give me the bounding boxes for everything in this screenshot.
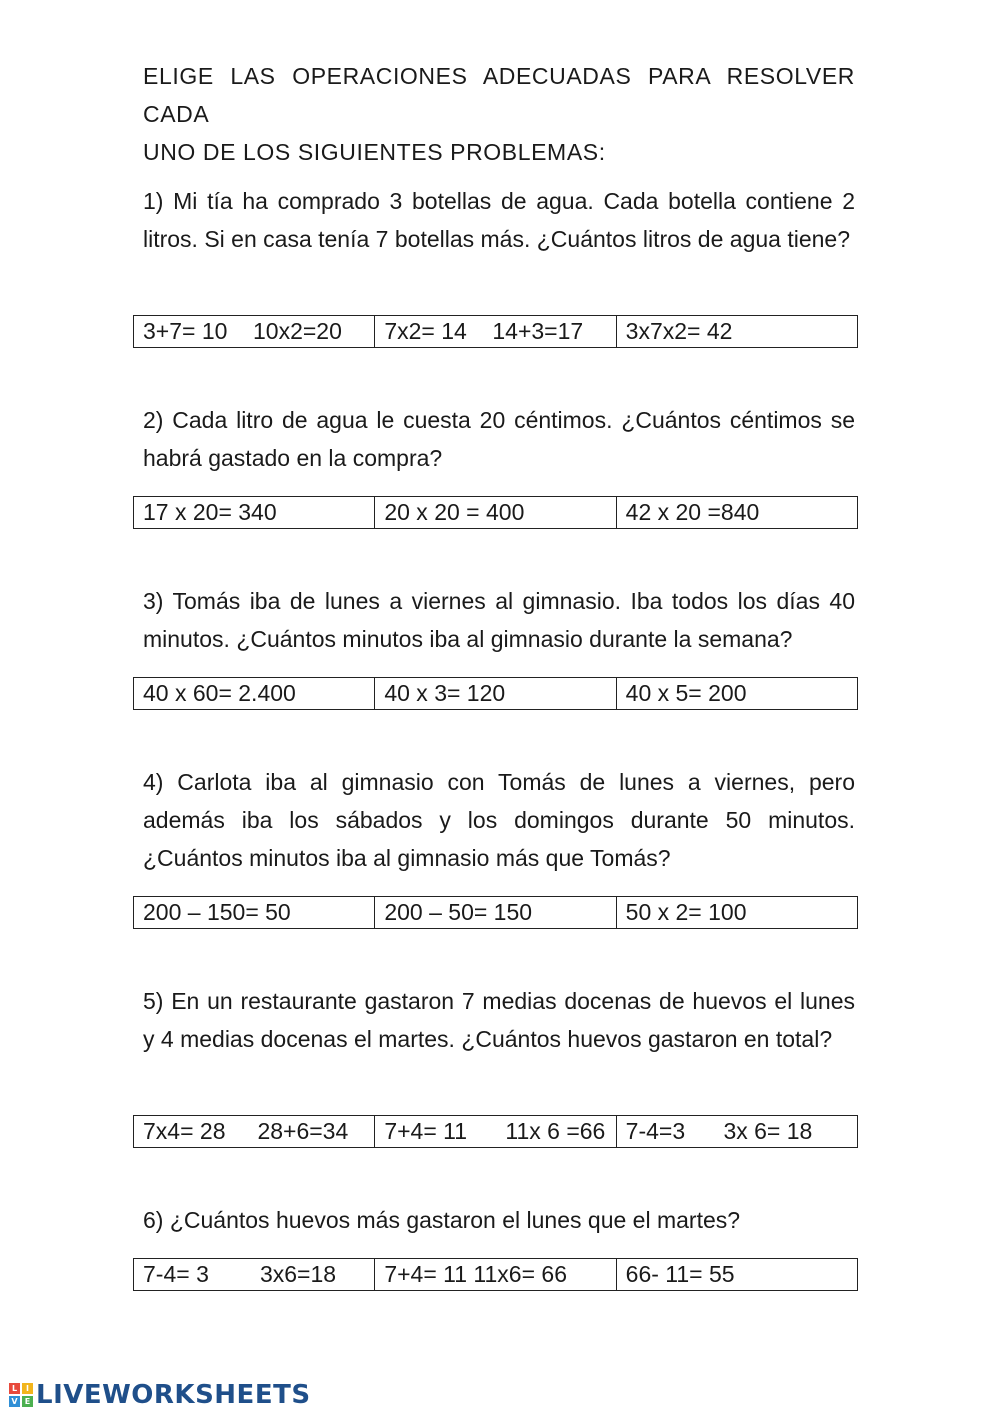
problem-4-option-b[interactable]: 200 – 50= 150	[375, 897, 616, 928]
problem-3-option-c[interactable]: 40 x 5= 200	[625, 680, 747, 706]
problem-3-text: 3) Tomás iba de lunes a viernes al gimnasio. Iba todos los días 40 minutos. ¿Cuántos minutos iba al gimnasio durante la semana?	[143, 588, 855, 652]
problem-3-options	[133, 677, 858, 710]
problem-2-option-b[interactable]: 20 x 20 = 400	[375, 497, 616, 528]
problem-1-options	[133, 315, 858, 348]
problem-4-option-a[interactable]: 200 – 150= 50	[134, 897, 375, 928]
liveworksheets-logo	[9, 1380, 311, 1410]
problem-2-options	[133, 496, 858, 529]
problem-4-text: 4) Carlota iba al gimnasio con Tomás de lunes a viernes, pero además iba los sábados y los domingos durante 50 minutos. ¿Cuántos minutos iba al gimnasio más que Tomás?	[143, 769, 855, 871]
problem-1-option-c[interactable]: 3x7x2= 42	[625, 318, 733, 344]
problem-1-option-b[interactable]: 7x2= 14 14+3=17	[375, 316, 616, 347]
problem-6-option-c[interactable]: 66- 11= 55	[625, 1261, 735, 1287]
liveworksheets-logo-icon: L I V E	[9, 1383, 33, 1407]
problem-6-text: 6) ¿Cuántos huevos más gastaron el lunes que el martes?	[143, 1207, 741, 1233]
problem-6-option-a[interactable]: 7-4= 3 3x6=18	[134, 1259, 375, 1290]
problem-2-option-a[interactable]: 17 x 20= 340	[134, 497, 375, 528]
problem-5-options	[133, 1115, 858, 1148]
problem-2-option-c[interactable]: 42 x 20 =840	[625, 499, 760, 525]
problem-5-option-a[interactable]: 7x4= 28 28+6=34	[134, 1116, 375, 1147]
instructions-line-1: ELIGE LAS OPERACIONES ADECUADAS PARA RESOLVER CADA	[143, 63, 855, 127]
problem-5-option-c[interactable]: 7-4=3 3x 6= 18	[625, 1118, 813, 1144]
problem-4-option-c[interactable]: 50 x 2= 100	[625, 899, 747, 925]
problem-3-option-b[interactable]: 40 x 3= 120	[375, 678, 616, 709]
problem-3-option-a[interactable]: 40 x 60= 2.400	[134, 678, 375, 709]
problem-5-option-b[interactable]: 7+4= 11 11x 6 =66	[375, 1116, 616, 1147]
problem-4-options	[133, 896, 858, 929]
instructions-heading	[143, 57, 855, 171]
problem-6-option-b[interactable]: 7+4= 11 11x6= 66	[375, 1259, 616, 1290]
problem-1-text: 1) Mi tía ha comprado 3 botellas de agua. Cada botella contiene 2 litros. Si en casa tenía 7 botellas más. ¿Cuántos litros de agua tiene?	[143, 188, 855, 252]
instructions-line-2: UNO DE LOS SIGUIENTES PROBLEMAS:	[143, 139, 606, 165]
problem-1-option-a[interactable]: 3+7= 10 10x2=20	[134, 316, 375, 347]
problem-5-text: 5) En un restaurante gastaron 7 medias docenas de huevos el lunes y 4 medias docenas el martes. ¿Cuántos huevos gastaron en total?	[143, 988, 855, 1052]
problem-2-text: 2) Cada litro de agua le cuesta 20 céntimos. ¿Cuántos céntimos se habrá gastado en la compra?	[143, 407, 855, 471]
liveworksheets-logo-text: LIVEWORKSHEETS	[36, 1380, 311, 1410]
problem-6-options	[133, 1258, 858, 1291]
